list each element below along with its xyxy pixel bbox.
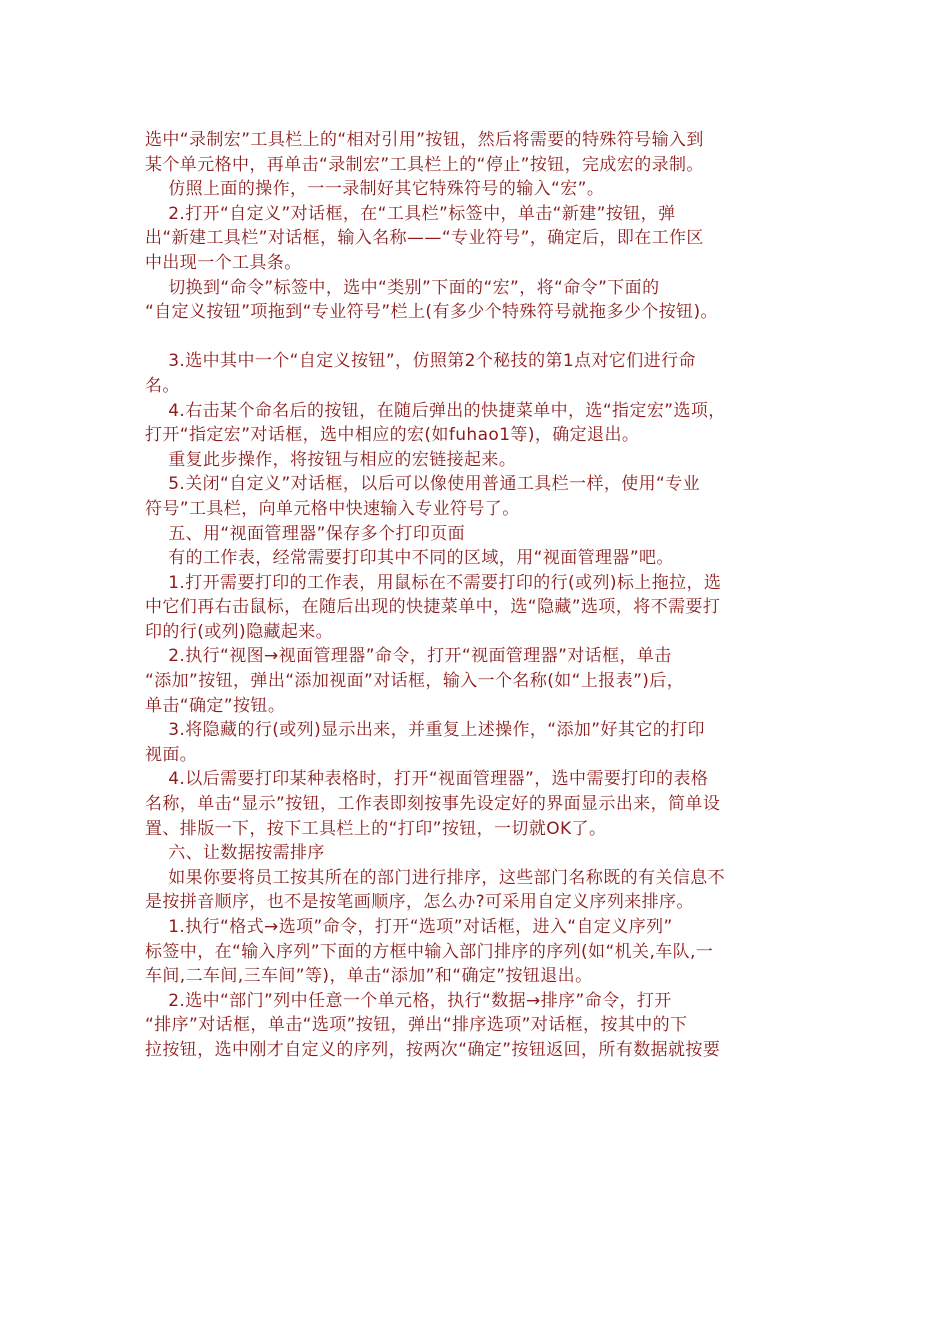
- text-line: 4.右击某个命名后的按钮，在随后弹出的快捷菜单中，选“指定宏”选项，: [145, 400, 726, 421]
- text-line: 中它们再右击鼠标，在随后出现的快捷菜单中，选“隐藏”选项，将不需要打: [145, 597, 721, 618]
- text-line: 切换到“命令”标签中，选中“类别”下面的“宏”，将“命令”下面的: [145, 277, 660, 298]
- section-heading: 六、让数据按需排序: [145, 843, 325, 864]
- document-body: [145, 128, 810, 1063]
- text-line: 选中“录制宏”工具栏上的“相对引用”按钮，然后将需要的特殊符号输入到: [145, 130, 704, 150]
- text-line: “添加”按钮，弹出“添加视面”对话框，输入一个名称(如“上报表”)后，: [145, 671, 685, 692]
- text-line: 出“新建工具栏”对话框，输入名称——“专业符号”，确定后，即在工作区: [145, 228, 704, 249]
- text-line: 中出现一个工具条。: [145, 252, 302, 273]
- text-line: 如果你要将员工按其所在的部门进行排序，这些部门名称既的有关信息不: [145, 867, 726, 888]
- text-line: 4.以后需要打印某种表格时，打开“视面管理器”，选中需要打印的表格: [145, 769, 709, 790]
- text-line: 置、排版一下，按下工具栏上的“打印”按钮，一切就OK了。: [145, 818, 607, 839]
- text-line: 重复此步操作，将按钮与相应的宏链接起来。: [145, 449, 517, 470]
- text-line: 拉按钮，选中刚才自定义的序列，按两次“确定”按钮返回，所有数据就按要: [145, 1039, 721, 1060]
- text-line: “自定义按钮”项拖到“专业符号”栏上(有多少个特殊符号就拖多少个按钮)。: [145, 302, 718, 323]
- text-line: 3.将隐藏的行(或列)显示出来，并重复上述操作，“添加”好其它的打印: [145, 720, 705, 741]
- text-line: 2.打开“自定义”对话框，在“工具栏”标签中，单击“新建”按钮，弹: [145, 203, 676, 224]
- text-line: 5.关闭“自定义”对话框，以后可以像使用普通工具栏一样，使用“专业: [145, 474, 701, 495]
- text-line: 2.选中“部门”列中任意一个单元格，执行“数据→排序”命令，打开: [145, 990, 672, 1011]
- text-line: 车间,二车间,三车间”等)，单击“添加”和“确定”按钮退出。: [145, 966, 593, 987]
- text-line: 视面。: [145, 744, 198, 765]
- blank-line: [145, 325, 810, 350]
- text-line: 名称，单击“显示”按钮，工作表即刻按事先设定好的界面显示出来，简单设: [145, 794, 721, 815]
- text-line: 1.执行“格式→选项”命令，打开“选项”对话框，进入“自定义序列”: [145, 917, 673, 937]
- text-line: 2.执行“视图→视面管理器”命令，打开“视面管理器”对话框，单击: [145, 646, 672, 667]
- text-line: 1.打开需要打印的工作表，用鼠标在不需要打印的行(或列)标上拖拉，选: [145, 572, 722, 593]
- text-line: 打开“指定宏”对话框，选中相应的宏(如fuhao1等)，确定退出。: [145, 425, 640, 446]
- text-line: 印的行(或列)隐藏起来。: [145, 621, 334, 642]
- text-line: 仿照上面的操作，一一录制好其它特殊符号的输入“宏”。: [145, 179, 605, 200]
- text-line: 单击“确定”按钮。: [145, 695, 286, 716]
- text-line: 有的工作表，经常需要打印其中不同的区域，用“视面管理器”吧。: [145, 548, 674, 569]
- text-line: 符号”工具栏，向单元格中快速输入专业符号了。: [145, 498, 520, 519]
- section-heading: 五、用“视面管理器”保存多个打印页面: [145, 523, 466, 544]
- text-line: 某个单元格中，再单击“录制宏”工具栏上的“停止”按钮，完成宏的录制。: [145, 154, 704, 175]
- text-line: 名。: [145, 375, 180, 396]
- text-line: “排序”对话框，单击“选项”按钮，弹出“排序选项”对话框，按其中的下: [145, 1015, 688, 1036]
- text-line: 标签中，在“输入序列”下面的方框中输入部门排序的序列(如“机关,车队,一: [145, 941, 714, 962]
- text-line: 3.选中其中一个“自定义按钮”，仿照第2个秘技的第1点对它们进行命: [145, 351, 696, 372]
- text-line: 是按拼音顺序，也不是按笔画顺序，怎么办?可采用自定义序列来排序。: [145, 892, 694, 913]
